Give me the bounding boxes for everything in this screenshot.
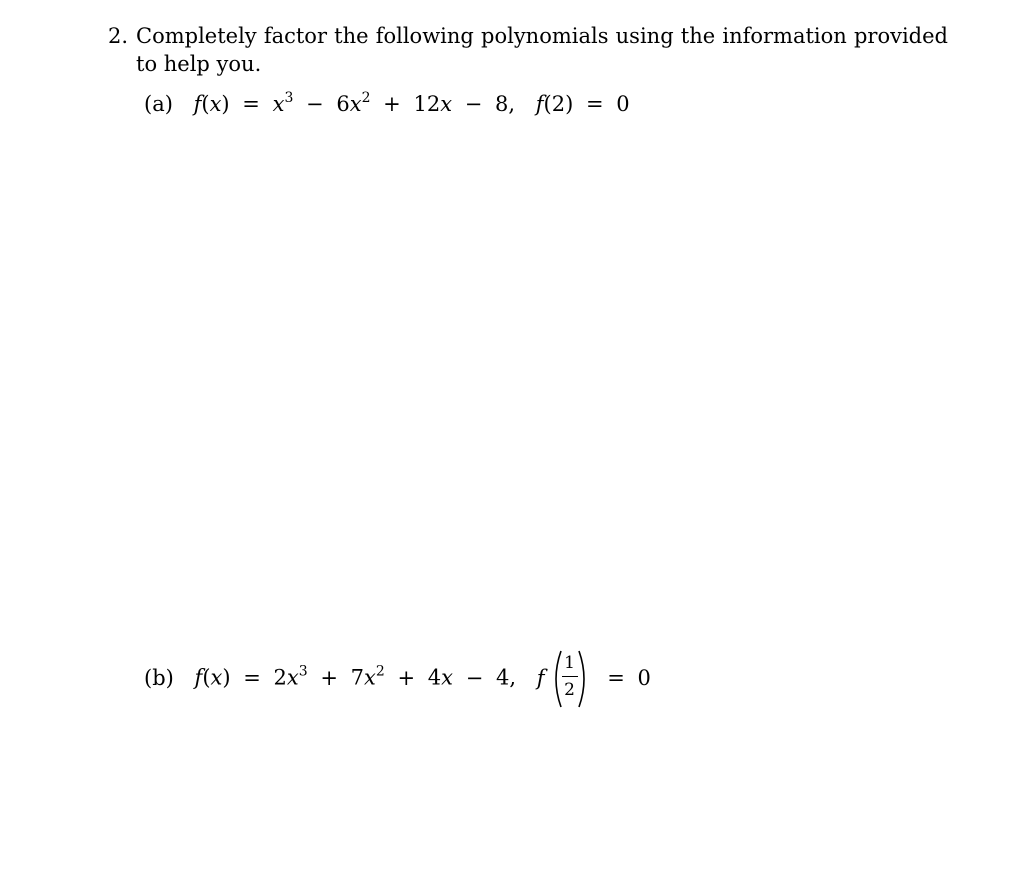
part-a-variable: x xyxy=(209,92,222,116)
part-b-condition-value: 0 xyxy=(637,665,651,690)
part-b-label: (b) xyxy=(144,665,174,690)
part-a-constant: 8, xyxy=(495,92,516,116)
fraction-denominator: 2 xyxy=(564,680,575,700)
part-b-term-2-exponent: 2 xyxy=(375,663,385,680)
part-b: (b) $f(x) = 2x^3 + 7x^2 + 4x - 4$, f 1 2 = 0 xyxy=(144,648,651,710)
part-b-operator-3: − xyxy=(465,665,484,690)
part-b-term-1-exponent: 3 xyxy=(298,663,308,680)
part-b-condition-argument xyxy=(551,648,589,710)
part-b-term-3-coefficient: 4 xyxy=(427,665,442,690)
part-a-operator-1: − xyxy=(306,92,324,116)
part-b-function-name: f xyxy=(194,665,203,690)
part-a-term-2: x xyxy=(349,92,362,116)
problem-number: 2. xyxy=(108,24,129,48)
part-b-operator-1: + xyxy=(320,665,338,690)
part-a-operator-2: + xyxy=(383,92,401,116)
part-a-condition-equals: = xyxy=(585,92,604,116)
part-a-term-1: x xyxy=(272,92,285,116)
part-b-variable: x xyxy=(210,665,223,690)
problem-instructions: Completely factor the following polynomials using the information provided to help you. xyxy=(136,24,948,76)
part-b-term-3: x xyxy=(441,665,453,690)
part-a-condition xyxy=(536,92,630,116)
part-b-term-1: x xyxy=(286,665,299,690)
part-a-term-3-coefficient: 12 xyxy=(413,92,441,116)
part-a-operator-3: − xyxy=(464,92,483,116)
part-a-label: (a) xyxy=(144,92,173,116)
part-a: (a) $f(x) = x^3 - 6x^2 + 12x - 8$, f(2) = 0 xyxy=(144,90,630,116)
part-a-condition-value: 0 xyxy=(616,92,630,116)
part-b-operator-2: + xyxy=(397,665,416,690)
problem-2 xyxy=(108,22,948,78)
fraction xyxy=(562,652,578,701)
fraction-bar xyxy=(562,676,578,677)
part-a-term-2-coefficient: 6 xyxy=(336,92,350,116)
part-a-condition-function: f xyxy=(535,92,544,116)
part-b-term-1-coefficient: 2 xyxy=(273,665,287,690)
part-a-term-3: x xyxy=(440,92,453,116)
part-b-condition-equals: = xyxy=(607,665,625,690)
part-a-term-1-exponent: 3 xyxy=(284,90,294,106)
part-a-condition-argument: (2) xyxy=(543,92,574,116)
part-b-condition-function: f xyxy=(536,665,545,690)
part-b-term-2-coefficient: 7 xyxy=(350,665,365,690)
part-b-term-2: x xyxy=(364,665,376,690)
part-a-term-2-exponent: 2 xyxy=(361,90,371,106)
part-a-function-name: f xyxy=(193,92,202,116)
part-b-constant: 4, xyxy=(495,665,517,690)
fraction-numerator: 1 xyxy=(564,653,575,673)
part-b-condition xyxy=(536,653,651,700)
